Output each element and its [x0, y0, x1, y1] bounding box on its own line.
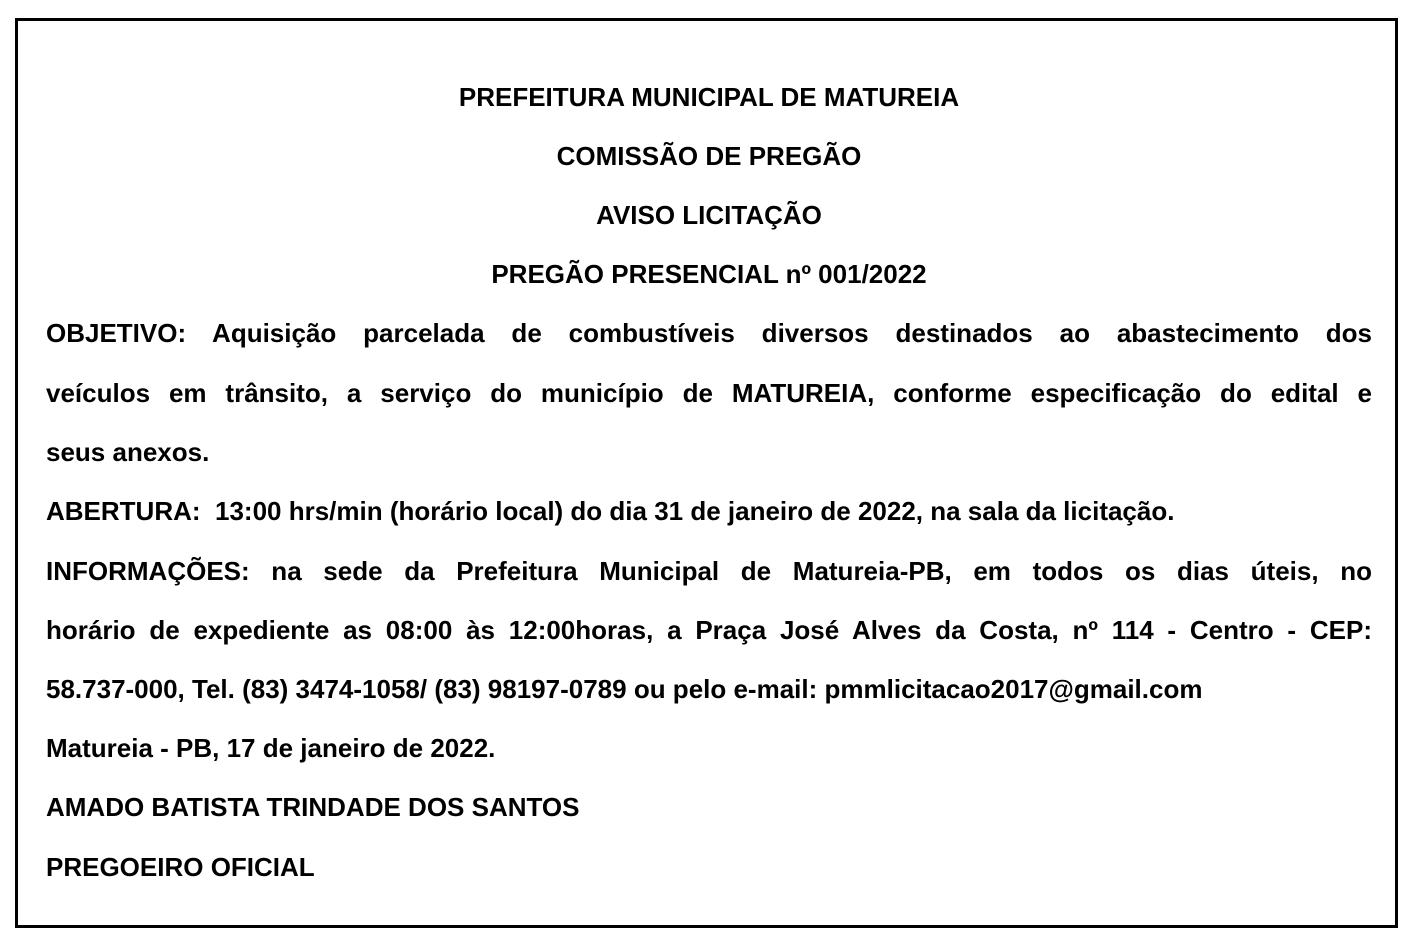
objective-line-2: veículos em trânsito, a serviço do município de MATUREIA, conforme especificação do edital e: [46, 378, 1372, 408]
opening-paragraph: ABERTURA: 13:00 hrs/min (horário local) do dia 31 de janeiro de 2022, na sala da licitação.: [46, 496, 1175, 526]
signatory-name: AMADO BATISTA TRINDADE DOS SANTOS: [46, 792, 580, 822]
information-line-3: 58.737-000, Tel. (83) 3474-1058/ (83) 98197-0789 ou pelo e-mail: pmmlicitacao2017@gmail.com: [46, 674, 1203, 704]
process-number-title: PREGÃO PRESENCIAL nº 001/2022: [491, 259, 927, 289]
institution-title: PREFEITURA MUNICIPAL DE MATUREIA: [458, 82, 960, 112]
signatory-role: PREGOEIRO OFICIAL: [46, 852, 315, 882]
information-line-1: INFORMAÇÕES: na sede da Prefeitura Municipal de Matureia-PB, em todos os dias úteis, no: [46, 556, 1372, 586]
information-line-2: horário de expediente as 08:00 às 12:00horas, a Praça José Alves da Costa, nº 114 - Centro - CEP:: [46, 615, 1372, 645]
objective-line-1: OBJETIVO: Aquisição parcelada de combustíveis diversos destinados ao abastecimento dos: [46, 318, 1372, 348]
commission-title: COMISSÃO DE PREGÃO: [556, 141, 862, 171]
objective-line-3: seus anexos.: [46, 437, 210, 467]
date-place: Matureia - PB, 17 de janeiro de 2022.: [46, 733, 496, 763]
notice-type-title: AVISO LICITAÇÃO: [596, 200, 822, 230]
